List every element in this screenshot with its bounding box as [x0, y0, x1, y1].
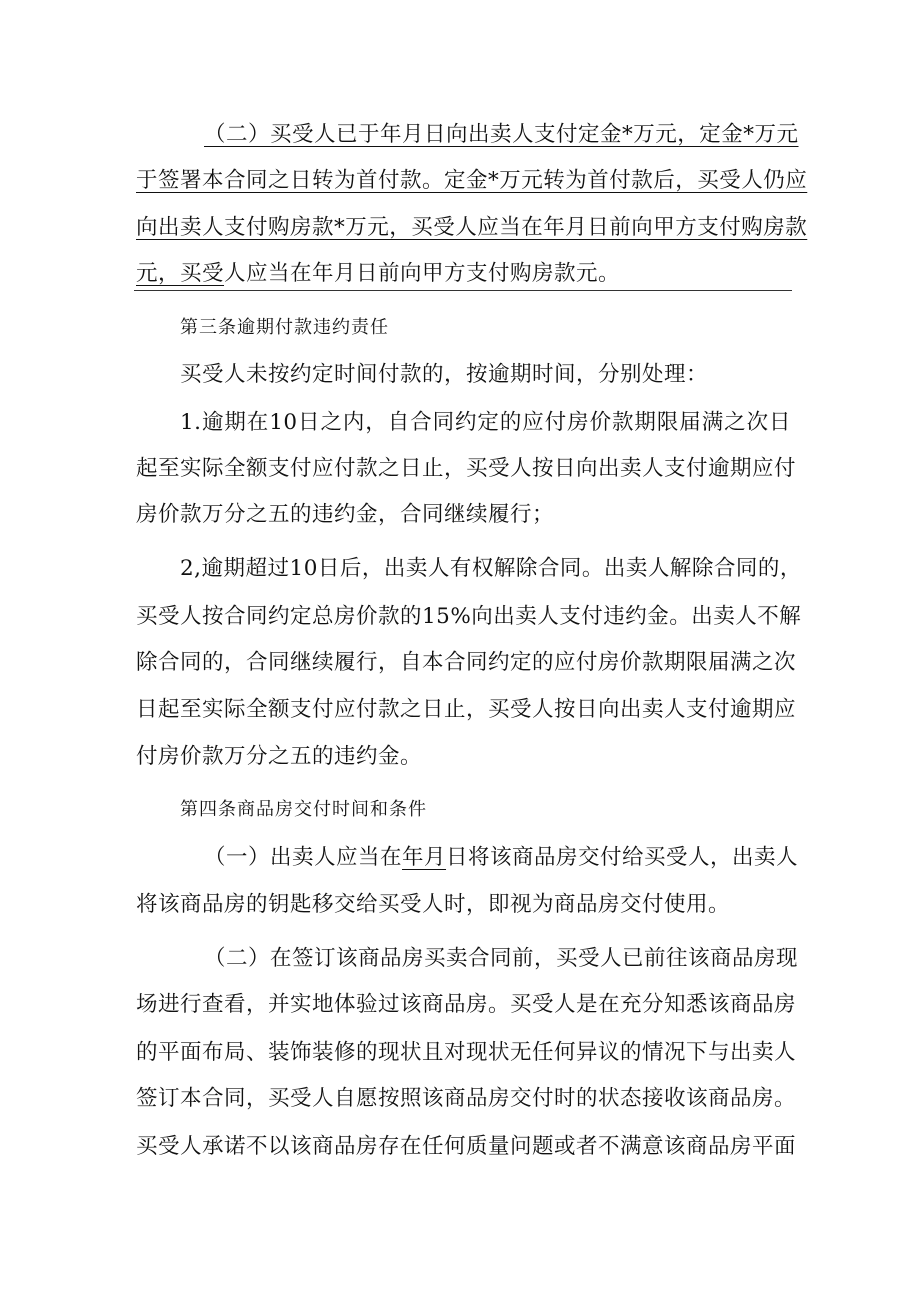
- article-3-item-2-line-2: 买受人按合同约定总房价款的15%向出卖人支付违约金。出卖人不解: [136, 604, 802, 629]
- para-2-2-line-1: （二）买受人已于年月日向出卖人支付定金*万元，定金*万元: [204, 122, 799, 147]
- article-3-item-1-line-2: 起至实际全额支付应付款之日止，买受人按日向出卖人支付逾期应付: [136, 456, 797, 481]
- article-3-heading: 第三条逾期付款违约责任: [180, 317, 389, 338]
- horizontal-divider: [134, 290, 792, 291]
- article-3-item-1-line-1: 1.逾期在10日之内，自合同约定的应付房价款期限届满之次日: [180, 410, 791, 435]
- article-4-item-1-line-2: 将该商品房的钥匙移交给买受人时，即视为商品房交付使用。: [136, 892, 731, 917]
- article-4-heading: 第四条商品房交付时间和条件: [180, 799, 427, 820]
- article-4-item-1-line-1-a: （一）出卖人应当在: [204, 845, 403, 870]
- para-2-2-line-4-rest: 人应当在年月日前向甲方支付购房款元。: [224, 261, 621, 286]
- article-3-item-2-line-3: 除合同的，合同继续履行，自本合同约定的应付房价款期限届满之次: [136, 650, 797, 675]
- article-3-item-2-line-1: 2,逾期超过10日后，出卖人有权解除合同。出卖人解除合同的，: [180, 556, 802, 581]
- article-4-item-2-line-4: 签订本合同，买受人自愿按照该商品房交付时的状态接收该商品房。: [136, 1086, 797, 1111]
- article-4-item-2-line-5: 买受人承诺不以该商品房存在任何质量问题或者不满意该商品房平面: [136, 1134, 797, 1159]
- article-4-item-1-line-1-b: 日将该商品房交付给买受人，出卖人: [446, 845, 799, 870]
- article-3-intro: 买受人未按约定时间付款的，按逾期时间，分别处理：: [180, 362, 709, 387]
- article-3-item-2-line-5: 付房价款万分之五的违约金。: [136, 744, 423, 769]
- article-4-item-2-line-3: 的平面布局、装饰装修的现状且对现状无任何异议的情况下与出卖人: [136, 1040, 797, 1065]
- article-4-item-1-line-1-underlined: 年月: [402, 845, 447, 870]
- article-4-item-2-line-2: 场进行查看，并实地体验过该商品房。买受人是在充分知悉该商品房: [136, 992, 797, 1017]
- article-4-item-2-line-1: （二）在签订该商品房买卖合同前，买受人已前往该商品房现: [204, 946, 799, 971]
- article-3-item-2-line-4: 日起至实际全额支付应付款之日止，买受人按日向出卖人支付逾期应: [136, 697, 797, 722]
- article-4-item-1-line-1: [204, 835, 799, 881]
- para-2-2-line-4-underlined: 元，买受: [136, 261, 225, 286]
- article-3-item-1-line-3: 房价款万分之五的违约金，合同继续履行；: [136, 502, 555, 527]
- para-2-2-line-2: 于签署本合同之日转为首付款。定金*万元转为首付款后，买受人仍应: [136, 168, 808, 193]
- para-2-2-line-3: 向出卖人支付购房款*万元，买受人应当在年月日前向甲方支付购房款: [136, 215, 808, 240]
